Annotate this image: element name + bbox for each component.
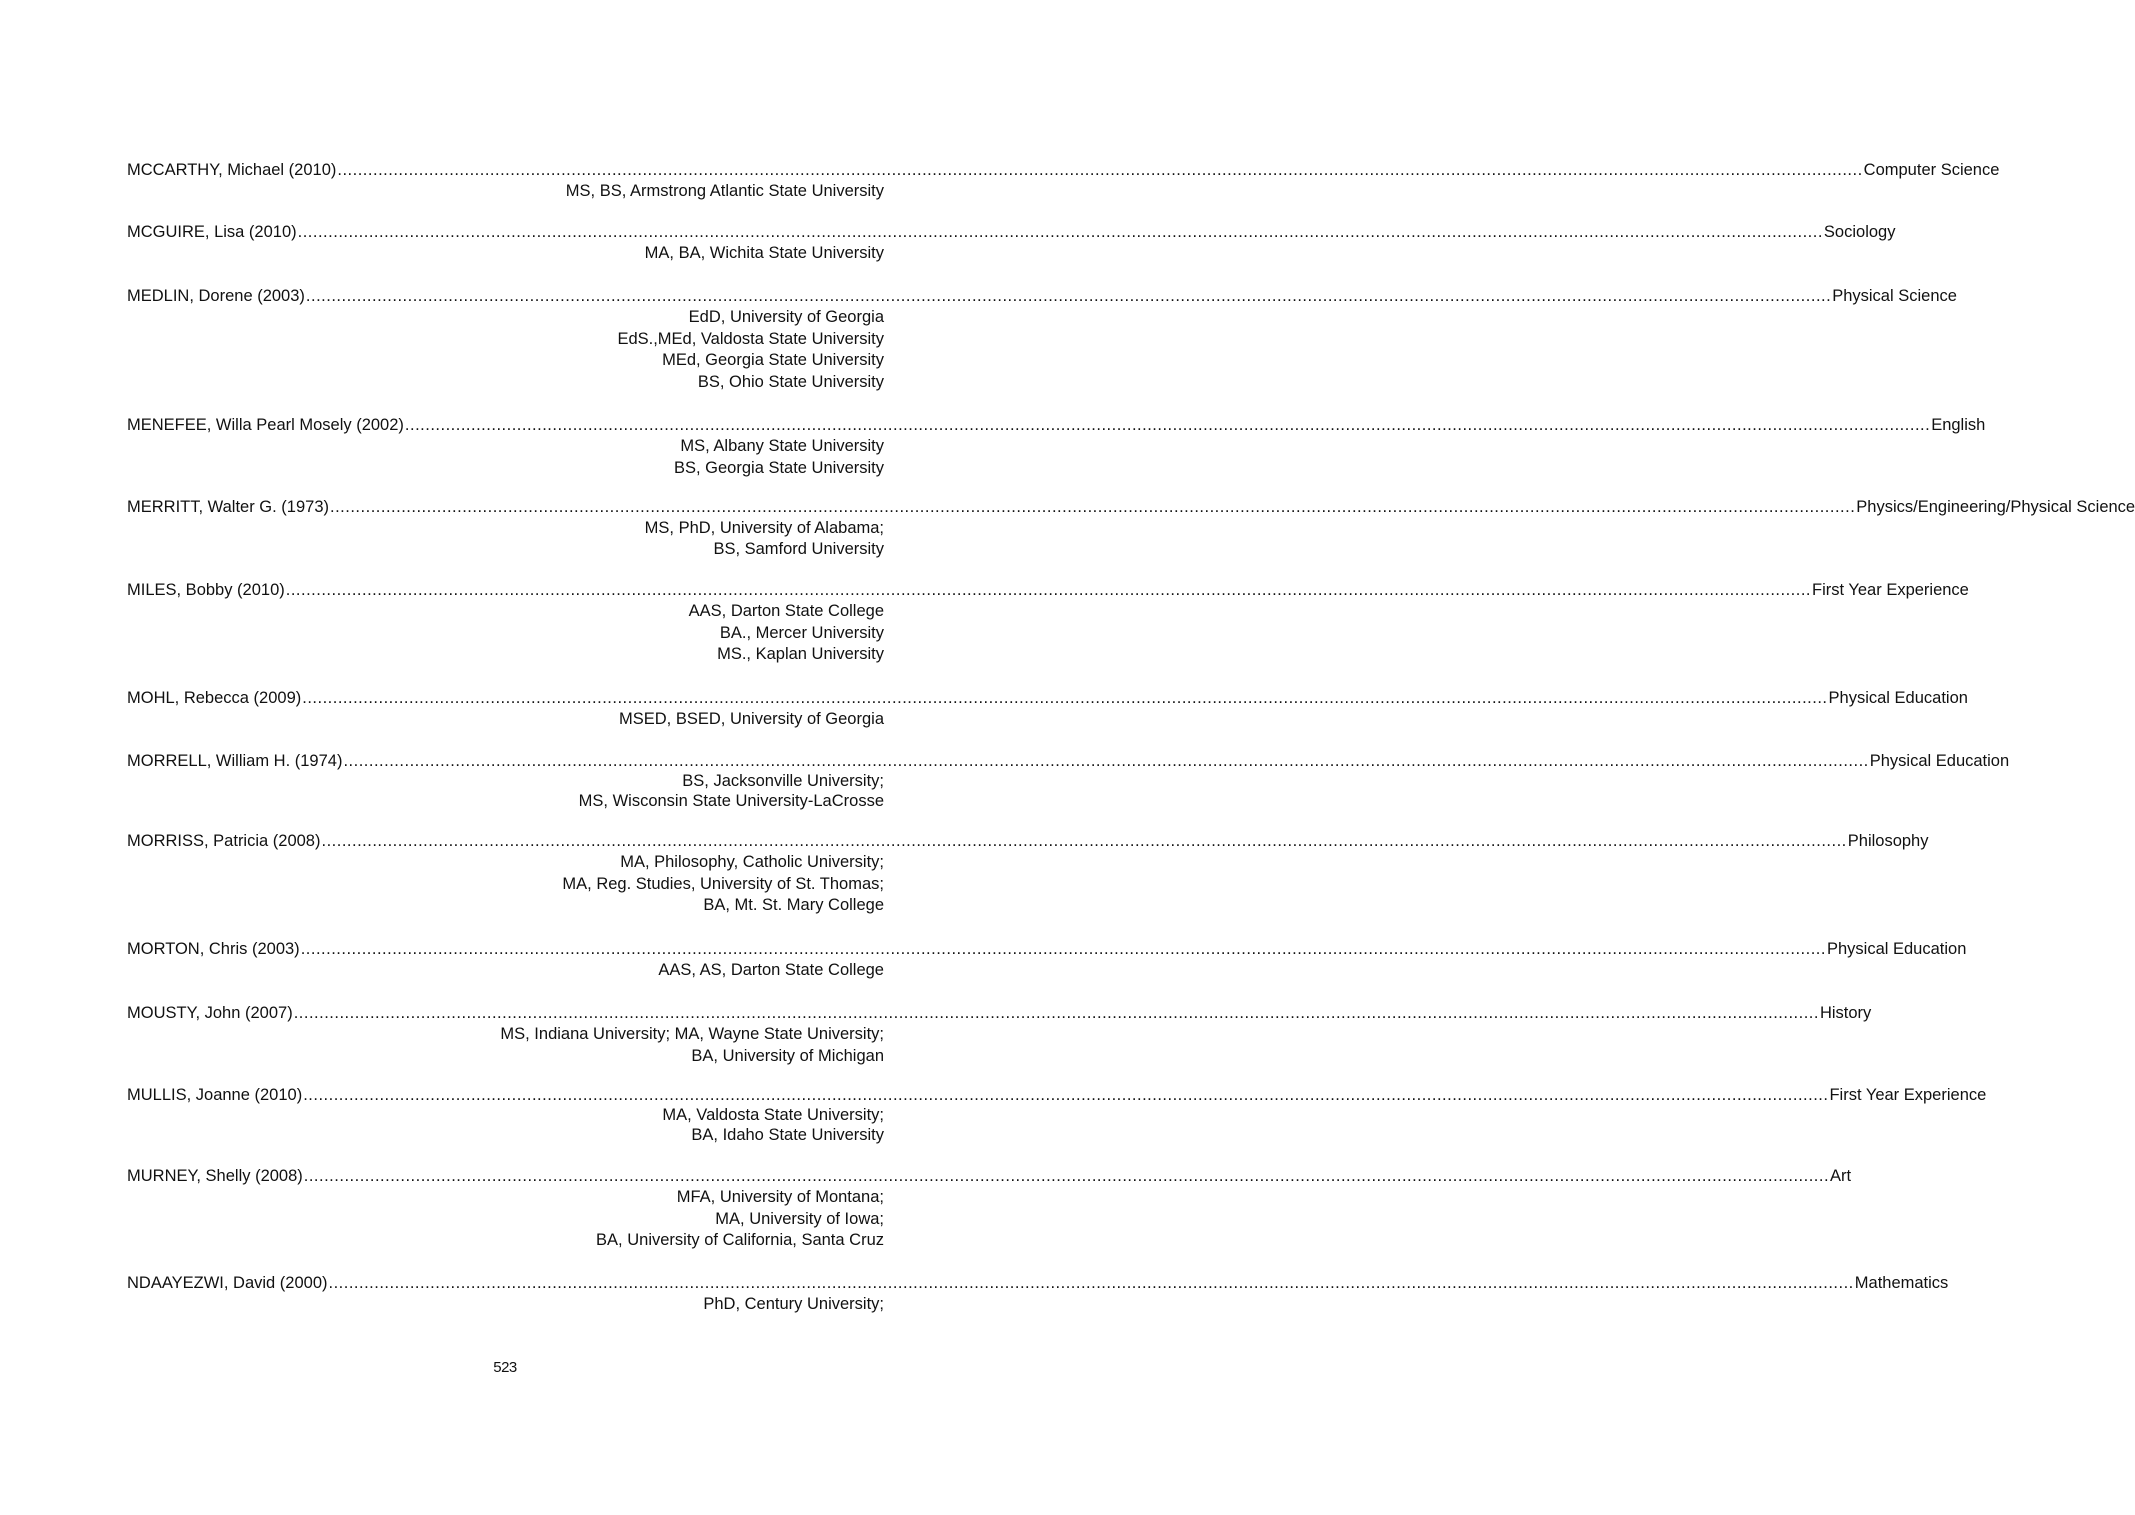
- directory-entry: [127, 831, 1929, 917]
- degree-line: MS, Indiana University; MA, Wayne State University;: [500, 1025, 884, 1043]
- faculty-name: MOHL, Rebecca (2009): [127, 689, 302, 707]
- department-name: Philosophy: [1847, 832, 1929, 850]
- entry-heading: [127, 831, 1929, 852]
- dot-leader: ............................................................................................................................................................................................................................................................................................................: [337, 161, 1863, 179]
- department-name: Physics/Engineering/Physical Science: [1856, 498, 2135, 516]
- entry-heading: [127, 222, 1896, 243]
- degree-line: MS., Kaplan University: [717, 645, 884, 663]
- degree-line: MA, Philosophy, Catholic University;: [620, 853, 884, 871]
- degree-line: BA., Mercer University: [719, 623, 884, 642]
- department-name: Art: [1830, 1167, 1852, 1185]
- entry-heading: [127, 1003, 1872, 1024]
- degree-line: MS, Wisconsin State University-LaCrosse: [578, 791, 884, 810]
- dot-leader: ............................................................................................................................................................................................................................................................................................................: [302, 689, 1828, 707]
- degree-line: BS, Samford University: [713, 539, 884, 558]
- degree-line: BA, University of California, Santa Cruz: [596, 1231, 884, 1249]
- degree-line: MS, PhD, University of Alabama;: [644, 519, 884, 537]
- dot-leader: ............................................................................................................................................................................................................................................................................................................: [404, 416, 1931, 434]
- degree-line: AAS, Darton State College: [688, 602, 884, 620]
- degree-line: MA, Reg. Studies, University of St. Thomas;: [562, 874, 884, 893]
- dot-leader: ............................................................................................................................................................................................................................................................................................................: [330, 498, 1856, 516]
- page-number: 523: [493, 1359, 517, 1376]
- directory-entry: [127, 1085, 1987, 1145]
- degree-line: BS, Georgia State University: [673, 458, 884, 477]
- faculty-name: MORTON, Chris (2003): [127, 940, 300, 958]
- entry-heading: [127, 688, 1968, 709]
- degree-line: MA, Valdosta State University;: [662, 1106, 884, 1124]
- faculty-name: MERRITT, Walter G. (1973): [127, 498, 330, 516]
- department-name: Sociology: [1823, 223, 1896, 241]
- dot-leader: ............................................................................................................................................................................................................................................................................................................: [303, 1167, 1830, 1185]
- department-name: History: [1819, 1004, 1872, 1022]
- directory-entry: [127, 160, 2000, 203]
- directory-entry: [127, 1273, 1949, 1316]
- entry-heading: [127, 1085, 1987, 1106]
- directory-entry: [127, 688, 1968, 731]
- degree-line: MS, BS, Armstrong Atlantic State University: [565, 182, 884, 200]
- degree-line: MS, Albany State University: [680, 437, 884, 455]
- entry-heading: [127, 415, 1986, 436]
- degree-line: MFA, University of Montana;: [676, 1188, 884, 1206]
- department-name: Physical Education: [1828, 689, 1968, 707]
- department-name: First Year Experience: [1812, 581, 1969, 599]
- department-name: First Year Experience: [1829, 1086, 1987, 1104]
- faculty-name: MENEFEE, Willa Pearl Mosely (2002): [127, 416, 404, 434]
- degree-line: MA, BA, Wichita State University: [644, 244, 884, 262]
- faculty-name: MILES, Bobby (2010): [127, 581, 285, 599]
- directory-entry: [127, 580, 1969, 666]
- faculty-name: MEDLIN, Dorene (2003): [127, 287, 305, 305]
- directory-entry: [127, 222, 1896, 265]
- entry-heading: [127, 939, 1967, 960]
- faculty-name: MORRISS, Patricia (2008): [127, 832, 321, 850]
- directory-entry: [127, 286, 1957, 393]
- directory-entry: [127, 1166, 1852, 1252]
- faculty-name: MCGUIRE, Lisa (2010): [127, 223, 297, 241]
- entry-heading: [127, 751, 2010, 772]
- department-name: Physical Education: [1826, 940, 1967, 958]
- faculty-name: MOUSTY, John (2007): [127, 1004, 293, 1022]
- degree-line: PhD, Century University;: [703, 1295, 884, 1313]
- department-name: Mathematics: [1854, 1274, 1949, 1292]
- dot-leader: ............................................................................................................................................................................................................................................................................................................: [285, 581, 1812, 599]
- degree-line: EdD, University of Georgia: [688, 308, 884, 326]
- faculty-name: MURNEY, Shelly (2008): [127, 1167, 303, 1185]
- faculty-name: MULLIS, Joanne (2010): [127, 1086, 303, 1104]
- degree-line: MA, University of Iowa;: [715, 1209, 884, 1228]
- department-name: Computer Science: [1863, 161, 2000, 179]
- degree-line: MEd, Georgia State University: [662, 351, 884, 369]
- degree-line: AAS, AS, Darton State College: [658, 961, 884, 979]
- degree-line: BS, Ohio State University: [697, 372, 884, 391]
- department-name: Physical Science: [1832, 287, 1957, 305]
- degree-line: BA, Idaho State University: [691, 1125, 884, 1144]
- dot-leader: ............................................................................................................................................................................................................................................................................................................: [321, 832, 1847, 850]
- directory-entry: [127, 939, 1967, 982]
- entry-heading: [127, 160, 2000, 181]
- department-name: Physical Education: [1869, 752, 2010, 770]
- degree-line: EdS.,MEd, Valdosta State University: [617, 329, 884, 348]
- entry-heading: [127, 580, 1969, 601]
- directory-entry: [127, 497, 2135, 559]
- directory-entry: [127, 751, 2010, 811]
- dot-leader: ............................................................................................................................................................................................................................................................................................................: [300, 940, 1826, 958]
- dot-leader: ............................................................................................................................................................................................................................................................................................................: [297, 223, 1823, 241]
- dot-leader: ............................................................................................................................................................................................................................................................................................................: [343, 752, 1869, 770]
- department-name: English: [1931, 416, 1986, 434]
- entry-heading: [127, 286, 1957, 307]
- entry-heading: [127, 1273, 1949, 1294]
- dot-leader: ............................................................................................................................................................................................................................................................................................................: [328, 1274, 1854, 1292]
- directory-entry: [127, 1003, 1872, 1067]
- directory-entry: [127, 415, 1986, 479]
- entry-heading: [127, 497, 2135, 518]
- faculty-name: MCCARTHY, Michael (2010): [127, 161, 337, 179]
- degree-line: BA, University of Michigan: [691, 1046, 884, 1065]
- dot-leader: ............................................................................................................................................................................................................................................................................................................: [305, 287, 1832, 305]
- faculty-name: NDAAYEZWI, David (2000): [127, 1274, 328, 1292]
- dot-leader: ............................................................................................................................................................................................................................................................................................................: [293, 1004, 1819, 1022]
- entry-heading: [127, 1166, 1852, 1187]
- degree-line: MSED, BSED, University of Georgia: [619, 710, 884, 728]
- degree-line: BA, Mt. St. Mary College: [703, 896, 884, 914]
- dot-leader: ............................................................................................................................................................................................................................................................................................................: [303, 1086, 1829, 1104]
- degree-line: BS, Jacksonville University;: [682, 772, 884, 790]
- faculty-name: MORRELL, William H. (1974): [127, 752, 343, 770]
